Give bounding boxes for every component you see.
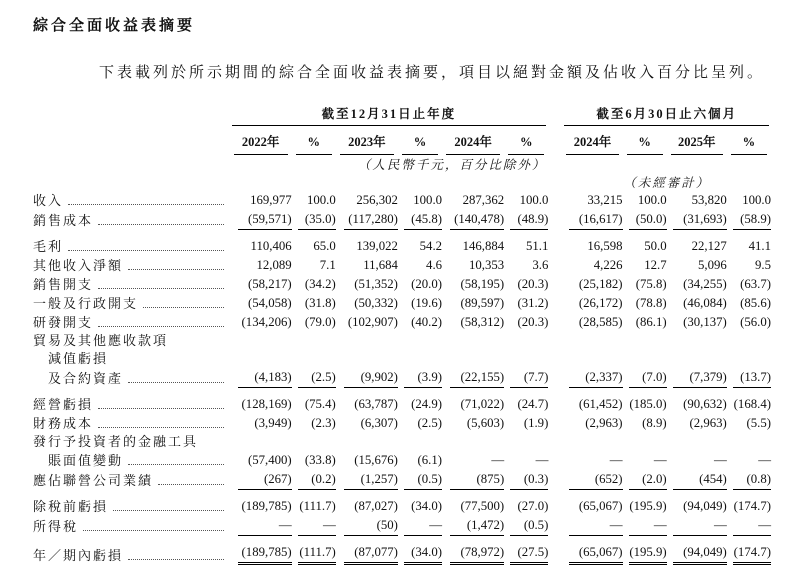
cell-value: (0.3) xyxy=(510,470,548,490)
cell-value: 22,127 xyxy=(691,239,727,253)
cell-value: (2,963) xyxy=(689,416,727,430)
cell-value: 41.1 xyxy=(748,239,771,253)
cell-value: (20.3) xyxy=(517,315,549,329)
col-header-2024-interim: 2024年 xyxy=(562,126,622,155)
cell-value: 12,089 xyxy=(256,258,292,272)
dot-leader xyxy=(98,326,224,327)
section-gap xyxy=(548,191,562,210)
cell-value: (26,172) xyxy=(578,296,623,310)
cell-value: (0.5) xyxy=(404,470,442,490)
cell-value: (78,972) xyxy=(450,543,504,565)
cell-value: (174.7) xyxy=(733,543,771,565)
cell-value: (30,137) xyxy=(683,315,727,329)
cell-value: (174.7) xyxy=(733,499,771,513)
cell-value: (13.7) xyxy=(733,368,771,388)
row-label: 年／期內虧損 xyxy=(33,548,124,563)
cell-value: (77,500) xyxy=(460,499,505,513)
cell-value: 11,684 xyxy=(363,258,398,272)
cell-value: 110,406 xyxy=(250,239,292,253)
cell-value: (9,902) xyxy=(344,368,398,388)
row-label: 除稅前虧損 xyxy=(33,499,109,514)
section-gap xyxy=(548,433,562,451)
cell-value: — xyxy=(733,516,771,536)
cell-value: — xyxy=(491,453,505,467)
cell-value: (35.0) xyxy=(298,210,336,230)
row-label: 貿易及其他應收款項 xyxy=(33,333,169,348)
cell-value: 100.0 xyxy=(519,193,549,207)
cell-value: (31.8) xyxy=(304,296,336,310)
section-gap xyxy=(548,332,562,350)
unaudited-note-row xyxy=(33,173,771,191)
cell-value: (0.5) xyxy=(510,516,548,536)
cell-value: (50.0) xyxy=(629,210,667,230)
cell-value: (58,312) xyxy=(460,315,505,329)
cell-value: (128,169) xyxy=(241,397,292,411)
dot-leader xyxy=(98,427,224,428)
cell-value: 100.0 xyxy=(742,193,771,207)
cell-value: (195.9) xyxy=(629,543,667,565)
cell-value: (65,067) xyxy=(578,499,623,513)
col-header-pct-5: % xyxy=(727,126,771,155)
cell-value: 169,977 xyxy=(250,193,292,207)
col-header-2024: 2024年 xyxy=(442,126,504,155)
section-gap xyxy=(548,368,562,388)
cell-value: (24.9) xyxy=(411,397,443,411)
dot-leader xyxy=(98,288,224,289)
group-header-row xyxy=(33,104,771,126)
note-unaudited: （未經審計） xyxy=(623,176,711,190)
cell-value: 7.1 xyxy=(319,258,336,272)
row-label: 收入 xyxy=(33,193,64,208)
cell-value: (50,332) xyxy=(354,296,398,310)
cell-value: (40.2) xyxy=(411,315,443,329)
table-row xyxy=(33,433,771,451)
cell-value: (2,963) xyxy=(585,416,623,430)
cell-value: (1,472) xyxy=(450,516,504,536)
cell-value: 33,215 xyxy=(587,193,623,207)
cell-value: (54,058) xyxy=(247,296,292,310)
cell-value: (20.3) xyxy=(517,277,549,291)
cell-value: — xyxy=(535,453,549,467)
row-label: 應佔聯營公司業績 xyxy=(33,473,154,488)
cell-value: — xyxy=(404,516,442,536)
dot-leader xyxy=(113,510,224,511)
table-row xyxy=(33,191,771,210)
cell-value: (454) xyxy=(673,470,727,490)
cell-value: (46,084) xyxy=(683,296,727,310)
col-header-pct-4: % xyxy=(623,126,667,155)
cell-value: — xyxy=(629,516,667,536)
cell-value: 4,226 xyxy=(593,258,623,272)
cell-value: (48.9) xyxy=(510,210,548,230)
cell-value: (75.8) xyxy=(635,277,667,291)
cell-value: 5,096 xyxy=(698,258,727,272)
income-statement-table xyxy=(33,104,771,565)
row-label: 毛利 xyxy=(33,239,64,254)
intro-paragraph: 下表載列於所示期間的綜合全面收益表摘要，項目以絕對金額及佔收入百分比呈列。 xyxy=(99,65,766,81)
cell-value: (168.4) xyxy=(733,397,771,411)
cell-value: (111.7) xyxy=(298,543,336,565)
row-label: 研發開支 xyxy=(33,315,94,330)
section-gap xyxy=(548,294,562,313)
cell-value: 100.0 xyxy=(413,193,443,207)
cell-value: (134,206) xyxy=(241,315,292,329)
cell-value: (0.2) xyxy=(298,470,336,490)
cell-value: (15,676) xyxy=(354,453,398,467)
cell-value: (75.4) xyxy=(304,397,336,411)
dot-leader xyxy=(128,382,224,383)
cell-value: 287,362 xyxy=(462,193,505,207)
cell-value: — xyxy=(238,516,292,536)
cell-value: (875) xyxy=(450,470,504,490)
row-label: 銷售開支 xyxy=(33,277,94,292)
cell-value: (31,693) xyxy=(673,210,727,230)
cell-value: (195.9) xyxy=(629,499,667,513)
cell-value: (50) xyxy=(344,516,398,536)
cell-value: (27.0) xyxy=(517,499,549,513)
table-row xyxy=(33,516,771,536)
col-header-pct-3: % xyxy=(504,126,548,155)
cell-value: 53,820 xyxy=(691,193,727,207)
cell-value: (57,400) xyxy=(247,453,292,467)
section-gap xyxy=(548,536,562,565)
cell-value: (25,182) xyxy=(578,277,623,291)
cell-value: — xyxy=(609,453,623,467)
dot-leader xyxy=(98,408,224,409)
cell-value: (33.8) xyxy=(304,453,336,467)
section-gap xyxy=(548,490,562,516)
cell-value: (58.9) xyxy=(733,210,771,230)
dot-leader xyxy=(98,224,224,225)
cell-value: (34.2) xyxy=(304,277,336,291)
row-label: 一般及行政開支 xyxy=(33,296,139,311)
row-label: 所得稅 xyxy=(33,519,79,534)
cell-value: (185.0) xyxy=(629,397,667,411)
group-header-interim: 截至6月30日止六個月 xyxy=(564,104,769,126)
cell-value: — xyxy=(758,453,771,467)
currency-note-row xyxy=(33,155,771,173)
cell-value: — xyxy=(298,516,336,536)
cell-value: (3.9) xyxy=(404,368,442,388)
section-gap xyxy=(548,516,562,536)
cell-value: (652) xyxy=(569,470,623,490)
cell-value: (87,077) xyxy=(344,543,398,565)
cell-value: 139,022 xyxy=(356,239,398,253)
cell-value: (7.7) xyxy=(510,368,548,388)
cell-value: (45.8) xyxy=(404,210,442,230)
row-label: 賬面值變動 xyxy=(48,453,124,468)
cell-value: (94,049) xyxy=(683,499,727,513)
cell-value: (2.0) xyxy=(629,470,667,490)
cell-value: (189,785) xyxy=(238,543,292,565)
cell-value: (6,307) xyxy=(360,416,398,430)
cell-value: (94,049) xyxy=(673,543,727,565)
cell-value: (117,280) xyxy=(344,210,398,230)
col-header-pct-2: % xyxy=(398,126,442,155)
section-gap xyxy=(548,313,562,332)
table-row xyxy=(33,451,771,470)
cell-value: (34.0) xyxy=(411,499,443,513)
cell-value: (90,632) xyxy=(683,397,727,411)
table-row xyxy=(33,313,771,332)
cell-value: (85.6) xyxy=(740,296,771,310)
cell-value: (87,027) xyxy=(354,499,398,513)
dot-leader xyxy=(143,307,224,308)
table-row xyxy=(33,368,771,388)
cell-value: (2,337) xyxy=(569,368,623,388)
dot-leader xyxy=(128,559,224,560)
row-label: 銷售成本 xyxy=(33,213,94,228)
dot-leader xyxy=(128,269,224,270)
table-row xyxy=(33,536,771,565)
cell-value: (78.8) xyxy=(635,296,667,310)
section-gap xyxy=(548,210,562,230)
column-header-row xyxy=(33,126,771,155)
table-row xyxy=(33,350,771,368)
cell-value: (28,585) xyxy=(578,315,623,329)
cell-value: (7,379) xyxy=(673,368,727,388)
table-row xyxy=(33,470,771,490)
table-row xyxy=(33,388,771,414)
row-label: 發行予投資者的金融工具 xyxy=(33,434,199,449)
cell-value: (189,785) xyxy=(241,499,292,513)
page-title: 綜合全面收益表摘要 xyxy=(33,18,196,34)
dot-leader xyxy=(68,250,224,251)
section-gap xyxy=(548,388,562,414)
col-header-pct-1: % xyxy=(292,126,336,155)
cell-value: (0.8) xyxy=(733,470,771,490)
cell-value: (86.1) xyxy=(635,315,667,329)
table-row xyxy=(33,490,771,516)
cell-value: (7.0) xyxy=(629,368,667,388)
cell-value: (5.5) xyxy=(746,416,771,430)
cell-value: (61,452) xyxy=(578,397,623,411)
col-header-2022: 2022年 xyxy=(230,126,292,155)
cell-value: (20.0) xyxy=(411,277,443,291)
table-row xyxy=(33,275,771,294)
cell-value: (58,195) xyxy=(460,277,505,291)
cell-value: (140,478) xyxy=(450,210,504,230)
cell-value: (2.5) xyxy=(298,368,336,388)
dot-leader xyxy=(68,204,224,205)
row-label: 經營虧損 xyxy=(33,397,94,412)
cell-value: (56.0) xyxy=(740,315,771,329)
table-row xyxy=(33,210,771,230)
cell-value: (111.7) xyxy=(299,499,336,513)
cell-value: (79.0) xyxy=(304,315,336,329)
group-header-annual: 截至12月31日止年度 xyxy=(232,104,547,126)
cell-value: (16,617) xyxy=(569,210,623,230)
cell-value: 3.6 xyxy=(532,258,549,272)
cell-value: 51.1 xyxy=(525,239,549,253)
table-row xyxy=(33,256,771,275)
table-row xyxy=(33,230,771,256)
cell-value: (4,183) xyxy=(238,368,292,388)
cell-value: (1.9) xyxy=(523,416,549,430)
cell-value: (2.3) xyxy=(311,416,336,430)
cell-value: (58,217) xyxy=(247,277,292,291)
cell-value: (19.6) xyxy=(411,296,443,310)
row-label: 減值虧損 xyxy=(48,351,109,366)
cell-value: — xyxy=(569,516,623,536)
cell-value: (2.5) xyxy=(417,416,443,430)
section-gap xyxy=(548,230,562,256)
cell-value: 50.0 xyxy=(644,239,667,253)
cell-value: (34,255) xyxy=(683,277,727,291)
cell-value: 12.7 xyxy=(644,258,667,272)
cell-value: 9.5 xyxy=(755,258,771,272)
cell-value: (5,603) xyxy=(466,416,505,430)
cell-value: (63.7) xyxy=(740,277,771,291)
dot-leader xyxy=(83,530,224,531)
cell-value: 16,598 xyxy=(587,239,623,253)
cell-value: (22,155) xyxy=(450,368,504,388)
section-gap xyxy=(548,275,562,294)
row-label: 其他收入淨額 xyxy=(33,258,124,273)
cell-value: 10,353 xyxy=(469,258,505,272)
cell-value: (63,787) xyxy=(354,397,398,411)
cell-value: (1,257) xyxy=(344,470,398,490)
section-gap xyxy=(548,451,562,470)
table-row xyxy=(33,332,771,350)
cell-value: (34.0) xyxy=(404,543,442,565)
cell-value: 146,884 xyxy=(462,239,505,253)
row-label: 財務成本 xyxy=(33,416,94,431)
cell-value: (102,907) xyxy=(347,315,398,329)
col-header-2023: 2023年 xyxy=(336,126,398,155)
cell-value: (71,022) xyxy=(460,397,505,411)
note-currency: （人民幣千元，百分比除外） xyxy=(357,158,547,172)
cell-value: (31.2) xyxy=(517,296,549,310)
section-gap xyxy=(548,256,562,275)
row-label: 及合約資產 xyxy=(48,371,124,386)
cell-value: (89,597) xyxy=(460,296,505,310)
cell-value: (27.5) xyxy=(510,543,548,565)
section-gap xyxy=(548,350,562,368)
cell-value: (3,949) xyxy=(254,416,292,430)
table-row xyxy=(33,414,771,433)
cell-value: (59,571) xyxy=(238,210,292,230)
cell-value: — xyxy=(714,453,727,467)
cell-value: 100.0 xyxy=(637,193,667,207)
cell-value: (65,067) xyxy=(569,543,623,565)
dot-leader xyxy=(158,484,224,485)
cell-value: — xyxy=(653,453,667,467)
cell-value: 54.2 xyxy=(419,239,443,253)
cell-value: (51,352) xyxy=(354,277,398,291)
cell-value: (6.1) xyxy=(417,453,443,467)
cell-value: (267) xyxy=(238,470,292,490)
cell-value: 256,302 xyxy=(356,193,398,207)
cell-value: 65.0 xyxy=(313,239,336,253)
cell-value: 4.6 xyxy=(426,258,443,272)
section-gap xyxy=(548,470,562,490)
table-body xyxy=(33,191,771,565)
cell-value: (24.7) xyxy=(517,397,549,411)
cell-value: — xyxy=(673,516,727,536)
table-row xyxy=(33,294,771,313)
cell-value: (8.9) xyxy=(642,416,667,430)
section-gap xyxy=(548,414,562,433)
dot-leader xyxy=(128,464,224,465)
col-header-2025: 2025年 xyxy=(667,126,727,155)
cell-value: 100.0 xyxy=(306,193,336,207)
